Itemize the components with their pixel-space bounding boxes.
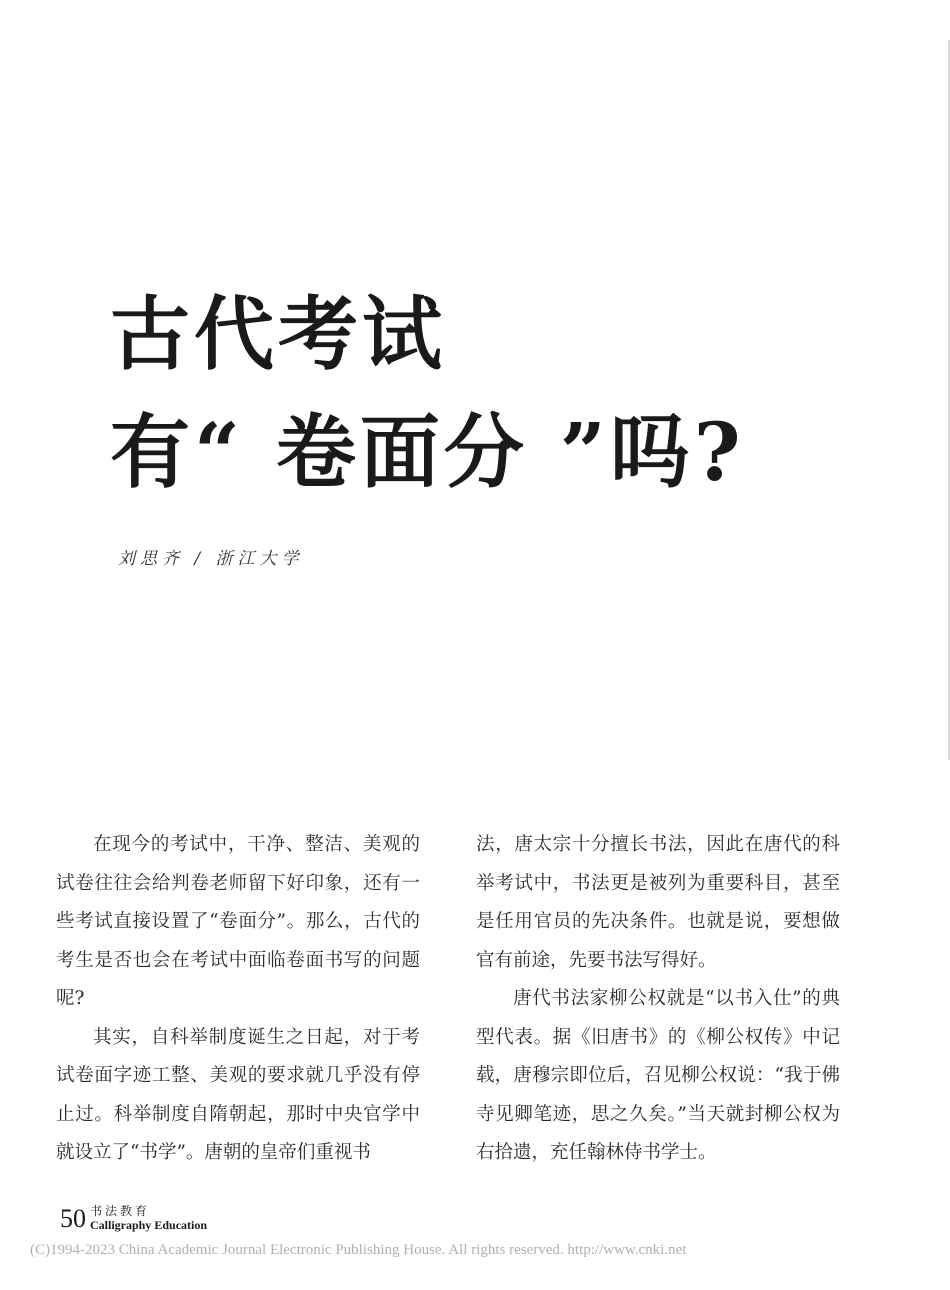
article-title-line-1: 古代考试 xyxy=(110,287,446,381)
journal-name-cn: 书法教育 xyxy=(90,1204,151,1218)
page-footer xyxy=(60,1204,207,1232)
journal-name-en: Calligraphy Education xyxy=(90,1218,208,1232)
paragraph-continued: 法，唐太宗十分擅长书法，因此在唐代的科举考试中，书法更是被列为重要科目，甚至是任用官员的先决条件。也就是说，要想做官有前途，先要书法写得好。 xyxy=(476,834,840,971)
paragraph: 其实，自科举制度诞生之日起，对于考试卷面字迹工整、美观的要求就几乎没有停止过。科举制度自隋朝起，那时中央官学中就设立了“书学”。唐朝的皇帝们重视书 xyxy=(56,1026,420,1163)
author-byline: 刘思齐 / 浙江大学 xyxy=(118,549,304,569)
body-column-right xyxy=(476,826,840,1173)
journal-name xyxy=(90,1204,207,1232)
page-number: 50 xyxy=(60,1204,86,1233)
article-title xyxy=(110,275,745,511)
paragraph: 唐代书法家柳公权就是“以书入仕”的典型代表。据《旧唐书》的《柳公权传》中记载，唐穆宗即位后，召见柳公权说：“我于佛寺见卿笔迹，思之久矣。”当天就封柳公权为右拾遗，充任翰林侍书学士。 xyxy=(476,988,840,1163)
copyright-notice: (C)1994-2023 China Academic Journal Electronic Publishing House. All rights reserved. http://www.cnki.net xyxy=(30,1242,687,1258)
body-column-left xyxy=(56,826,420,1173)
paragraph: 在现今的考试中，干净、整洁、美观的试卷往往会给判卷老师留下好印象，还有一些考试直接设置了“卷面分”。那么，古代的考生是否也会在考试中面临卷面书写的问题呢? xyxy=(56,834,420,1009)
article-title-line-2: 有“ 卷面分 ”吗? xyxy=(110,405,745,499)
